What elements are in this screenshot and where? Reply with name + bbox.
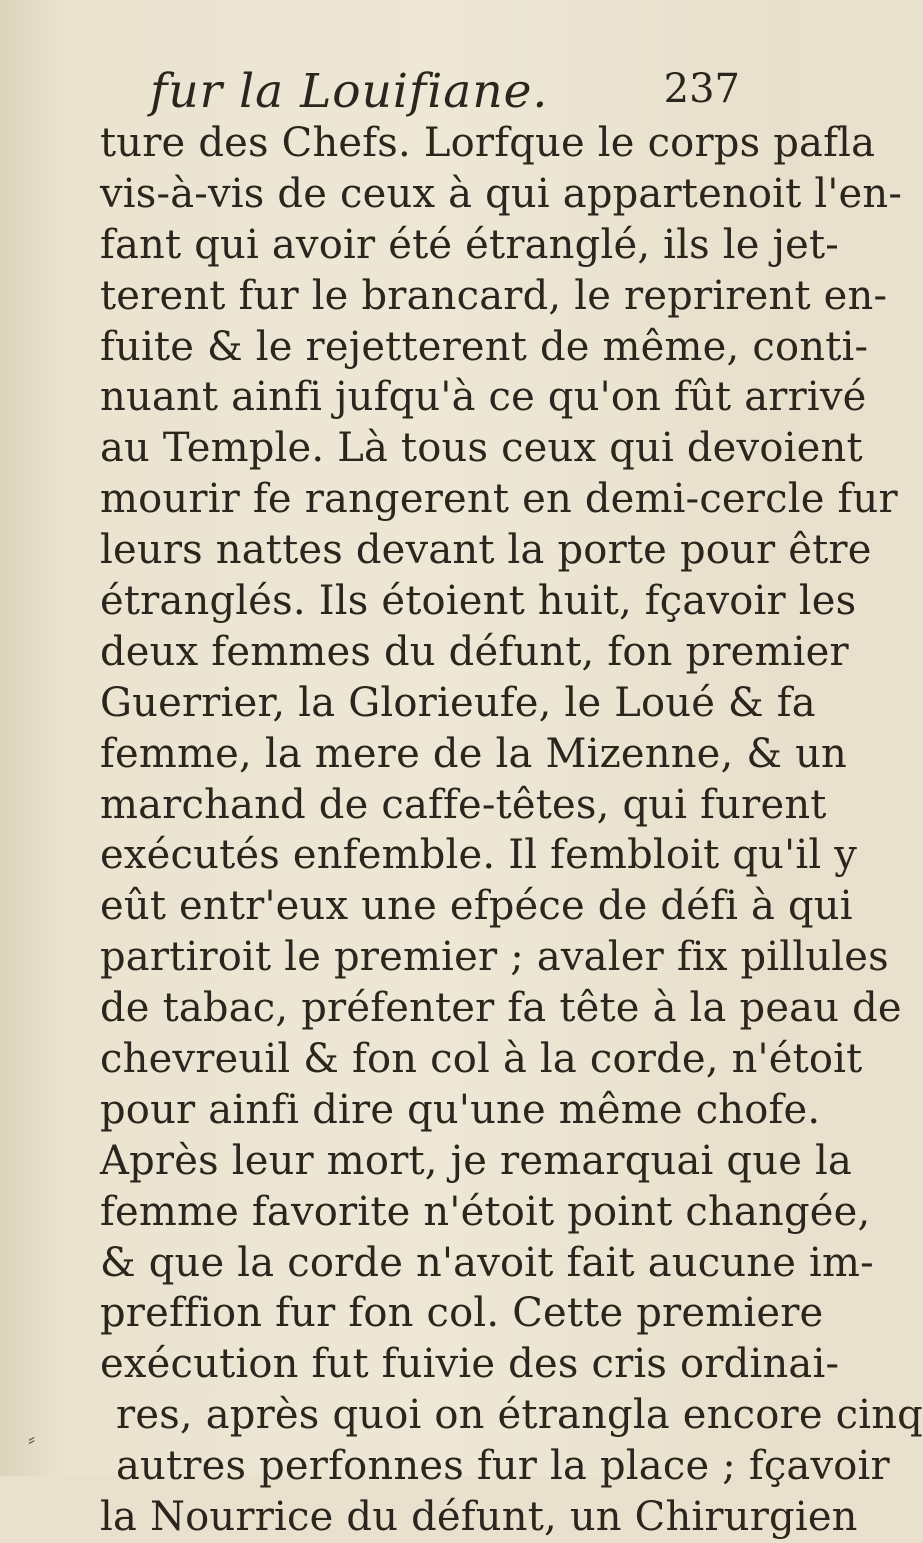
text-line: étranglés. Ils étoient huit, fçavoir les xyxy=(100,578,857,625)
text-line: & que la corde n'avoit fait aucune im- xyxy=(100,1239,874,1286)
text-line: nuant ainfi jufqu'à ce qu'on fût arrivé xyxy=(100,374,867,421)
text-line: autres perfonnes fur la place ; fçavoir xyxy=(116,1443,890,1490)
text-line: femme favorite n'étoit point changée, xyxy=(100,1188,871,1235)
text-line: fuite & le rejetterent de même, conti- xyxy=(100,323,869,370)
text-line: vis-à-vis de ceux à qui appartenoit l'en- xyxy=(100,170,903,217)
text-line: de tabac, préfenter fa tête à la peau de xyxy=(100,985,902,1032)
running-head xyxy=(90,64,740,119)
text-line: deux femmes du défunt, fon premier xyxy=(100,628,849,675)
text-line: femme, la mere de la Mizenne, & un xyxy=(100,730,848,777)
text-line: la Nourrice du défunt, un Chirurgien xyxy=(100,1494,858,1541)
text-line: Guerrier, la Glorieufe, le Loué & fa xyxy=(100,679,816,726)
text-line: terent fur le brancard, le reprirent en- xyxy=(100,272,888,319)
text-line: ture des Chefs. Lorfque le corps pafla xyxy=(100,120,876,166)
text-line: leurs nattes devant la porte pour être xyxy=(100,527,872,574)
text-line: partiroit le premier ; avaler fix pillules xyxy=(100,934,889,981)
text-line: eût entr'eux une efpéce de défi à qui xyxy=(100,883,853,930)
text-line: pour ainfi dire qu'une même chofe. xyxy=(100,1086,821,1133)
text-line: res, après quoi on étrangla encore cinq xyxy=(116,1392,923,1439)
text-line: au Temple. Là tous ceux qui devoient xyxy=(100,425,863,472)
text-line: fant qui avoir été étranglé, ils le jet- xyxy=(100,221,840,268)
text-line: Après leur mort, je remarquai que la xyxy=(100,1137,853,1184)
body-text xyxy=(100,118,923,1543)
text-line: exécution fut fuivie des cris ordinai- xyxy=(100,1341,840,1388)
text-line: mourir fe rangerent en demi-cercle fur xyxy=(100,476,898,523)
text-line: preffion fur fon col. Cette premiere xyxy=(100,1290,824,1337)
page-number: 237 xyxy=(663,66,740,112)
text-line: exécutés enfemble. Il fembloit qu'il y xyxy=(100,832,858,879)
margin-mark: ⸗ xyxy=(28,1427,36,1452)
running-title: fur la Louifiane. xyxy=(150,64,549,119)
text-line: chevreuil & fon col à la corde, n'étoit xyxy=(100,1036,863,1083)
text-line: marchand de caffe-têtes, qui furent xyxy=(100,781,827,828)
